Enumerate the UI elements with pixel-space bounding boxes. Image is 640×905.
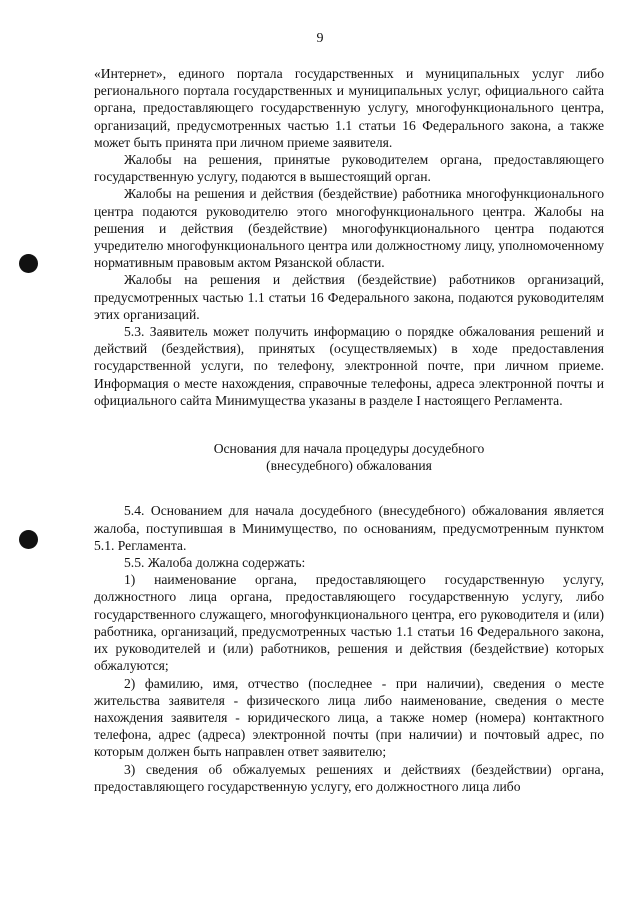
section-heading-line: Основания для начала процедуры досудебного (213, 441, 485, 457)
paragraph: Жалобы на решения и действия (бездействие) работника многофункционального центра подаются руководителю этого многофункционального центра. Жалобы на решения и действия (бездействие) многофункционального центра подаются учредителю многофункционального центра или должностному лицу, уполномоченному нормативным правовым актом Рязанской области. (94, 186, 604, 271)
document-body (94, 65, 604, 795)
paragraph: 5.5. Жалоба должна содержать: (124, 555, 306, 571)
paragraph: 5.3. Заявитель может получить информацию о порядке обжалования решений и действий (бездействия), принятых (осуществляемых) в ходе предоставления государственной услуги, по телефону, электронной почте, при личном приеме. Информация о месте нахождения, справочные телефоны, адреса электронной почты и официального сайта Минимущества указаны в разделе I настоящего Регламента. (94, 324, 604, 408)
paragraph: 5.4. Основанием для начала досудебного (внесудебного) обжалования является жалоба, поступившая в Минимущество, по основаниям, предусмотренным пунктом 5.1. Регламента. (94, 503, 604, 553)
paragraph: 1) наименование органа, предоставляющего государственную услугу, должностного лица органа, предоставляющего государственную услугу, либо государственного служащего, многофункционального центра, его руководителя и (или) работника, организаций, предусмотренных частью 1.1 статьи 16 Федерального закона, их руководителей и (или) работников, решения и действия (бездействие) которых обжалуются; (94, 572, 604, 674)
paragraph: Жалобы на решения, принятые руководителем органа, предоставляющего государственную услугу, подаются в вышестоящий орган. (94, 152, 604, 185)
paragraph: 2) фамилию, имя, отчество (последнее - при наличии), сведения о месте жительства заявителя - физического лица либо наименование, сведения о месте нахождения заявителя - юридического лица, а также номер (номера) контактного телефона, адрес (адреса) электронной почты (при наличии) и почтовый адрес, по которым должен быть направлен ответ заявителю; (94, 675, 604, 760)
punch-hole-mark (19, 254, 38, 273)
paragraph: «Интернет», единого портала государственных и муниципальных услуг либо регионального портала государственных и муниципальных услуг, официального сайта органа, предоставляющего государственную услугу, многофункционального центра, организаций, предусмотренных частью 1.1 статьи 16 Федерального закона, а также может быть принята при личном приеме заявителя. (94, 66, 604, 150)
paragraph: 3) сведения об обжалуемых решениях и действиях (бездействии) органа, предоставляющего государственную услугу, его должностного лица либо (94, 761, 604, 794)
page-number: 9 (316, 31, 324, 46)
section-heading (94, 440, 604, 474)
paragraph: Жалобы на решения и действия (бездействие) работников организаций, предусмотренных частью 1.1 статьи 16 Федерального закона, подаются руководителям этих организаций. (94, 272, 604, 322)
section-heading-line: (внесудебного) обжалования (266, 458, 432, 474)
punch-hole-mark (19, 530, 38, 549)
